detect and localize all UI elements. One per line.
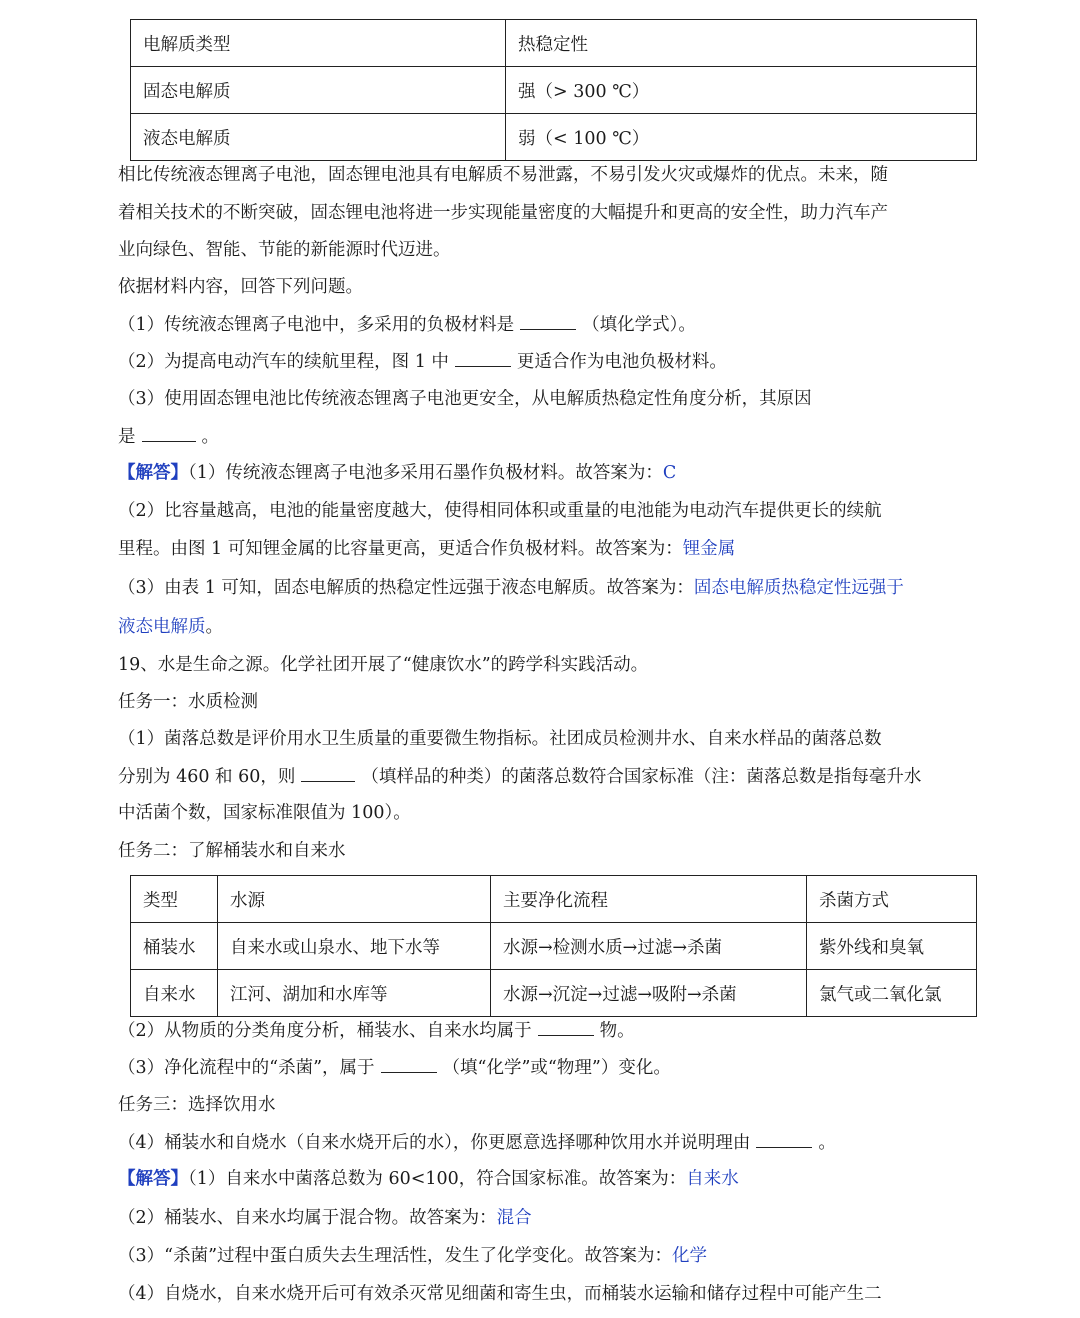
table-row [131,67,977,114]
task-heading: 任务三：选择饮用水 [118,1095,276,1115]
question-18-3-line1: （3）使用固态锂电池比传统液态锂离子电池更安全，从电解质热稳定性角度分析，其原因 [118,389,812,409]
question-text: （填化学式）。 [582,315,696,335]
answer-value: 固态电解质热稳定性远强于 [693,578,904,598]
paragraph-line: 着相关技术的不断突破，固态锂电池将进一步实现能量密度的大幅提升和更高的安全性，助力汽车产 [118,203,888,223]
answer-text: 。 [205,617,223,637]
table-cell: 电解质类型 [131,20,506,67]
question-text: （填“化学”或“物理”）变化。 [442,1058,671,1078]
task-heading: 任务二：了解桶装水和自来水 [118,841,346,861]
table-row [131,923,977,970]
answer-blank [381,1055,437,1073]
question-text: 。 [201,427,219,447]
question-text: 。 [818,1133,836,1153]
table-cell: 水源→沉淀→过滤→吸附→杀菌 [491,970,807,1017]
answer-value: C [662,463,677,483]
answer-tag: 【解答】 [118,1169,188,1189]
question-text: 分别为 460 和 60，则 [118,767,296,787]
table-row [131,970,977,1017]
question-text: 物。 [599,1021,635,1041]
question-18-3-line2 [118,424,968,449]
table-cell: 紫外线和臭氧 [807,923,977,970]
table-row [131,20,977,67]
answer-value: 液态电解质 [118,617,206,637]
table-header-cell: 类型 [131,876,218,923]
question-text: （4）桶装水和自烧水（自来水烧开后的水），你更愿意选择哪种饮用水并说明理由 [118,1133,751,1153]
table-cell: 液态电解质 [131,114,506,161]
answer-value: 混合 [496,1208,532,1228]
answer-text: （2）桶装水、自来水均属于混合物。故答案为： [118,1208,497,1228]
answer-value: 化学 [672,1246,708,1266]
table-cell: 热稳定性 [506,20,977,67]
answer-18-1 [118,461,968,485]
question-19-title: 19、水是生命之源。化学社团开展了“健康饮水”的跨学科实践活动。 [118,655,649,675]
answer-value: 自来水 [686,1169,739,1189]
question-text: （3）净化流程中的“杀菌”，属于 [118,1058,375,1078]
answer-blank [520,312,576,330]
answer-text: 里程。由图 1 可知锂金属的比容量更高，更适合作负极材料。故答案为： [118,539,683,559]
question-19-2 [118,1018,968,1043]
task-heading: 任务一：水质检测 [118,692,258,712]
question-18-1 [118,312,968,337]
table-cell: 自来水或山泉水、地下水等 [218,923,491,970]
question-text: 是 [118,427,136,447]
question-19-1-line3: 中活菌个数，国家标准限值为 100）。 [118,803,411,823]
answer-blank [301,764,355,782]
table-cell: 强（> 300 ℃） [506,67,977,114]
answer-text: （3）“杀菌”过程中蛋白质失去生理活性，发生了化学变化。故答案为： [118,1246,673,1266]
table-cell: 自来水 [131,970,218,1017]
question-19-3 [118,1055,968,1080]
question-text: （1）传统液态锂离子电池中，多采用的负极材料是 [118,315,515,335]
question-text: 更适合作为电池负极材料。 [516,352,727,372]
answer-18-2-line1: （2）比容量越高，电池的能量密度越大，使得相同体积或重量的电池能为电动汽车提供更长的续航 [118,501,882,521]
answer-text: （3）由表 1 可知，固态电解质的热稳定性远强于液态电解质。故答案为： [118,578,694,598]
instruction-line: 依据材料内容，回答下列问题。 [118,277,363,297]
answer-18-3-line1 [118,576,968,600]
table-header-cell: 水源 [218,876,491,923]
question-text: （2）为提高电动汽车的续航里程，图 1 中 [118,352,449,372]
question-19-1-line1: （1）菌落总数是评价用水卫生质量的重要微生物指标。社团成员检测井水、自来水样品的菌落总数 [118,729,882,749]
table-cell: 固态电解质 [131,67,506,114]
table-cell: 弱（< 100 ℃） [506,114,977,161]
table-header-cell: 杀菌方式 [807,876,977,923]
table-cell: 江河、湖加和水库等 [218,970,491,1017]
answer-blank [538,1018,594,1036]
table-row [131,114,977,161]
question-19-1-line2 [118,764,968,789]
water-comparison-table [130,875,977,1017]
paragraph-line: 业向绿色、智能、节能的新能源时代迈进。 [118,240,451,260]
question-19-4 [118,1130,968,1155]
answer-19-2 [118,1206,968,1230]
answer-blank [756,1130,812,1148]
answer-19-4: （4）自烧水，自来水烧开后可有效杀灭常见细菌和寄生虫，而桶装水运输和储存过程中可能产生二 [118,1284,882,1304]
answer-text: （1）传统液态锂离子电池多采用石墨作负极材料。故答案为： [188,463,663,483]
question-text: （填样品的种类）的菌落总数符合国家标准（注：菌落总数是指每毫升水 [361,767,922,787]
electrolyte-stability-table [130,19,977,161]
table-cell: 氯气或二氧化氯 [807,970,977,1017]
answer-blank [142,424,196,442]
question-text: （2）从物质的分类角度分析，桶装水、自来水均属于 [118,1021,532,1041]
question-18-2 [118,349,968,374]
answer-19-1 [118,1167,968,1191]
answer-tag: 【解答】 [118,463,188,483]
answer-18-2-line2 [118,537,968,561]
answer-blank [455,349,511,367]
answer-value: 锂金属 [682,539,736,559]
answer-19-3 [118,1244,968,1268]
answer-text: （1）自来水中菌落总数为 60<100，符合国家标准。故答案为： [188,1169,687,1189]
table-header-cell: 主要净化流程 [491,876,807,923]
table-cell: 水源→检测水质→过滤→杀菌 [491,923,807,970]
paragraph-line: 相比传统液态锂离子电池，固态锂电池具有电解质不易泄露，不易引发火灾或爆炸的优点。未来，随 [118,165,888,185]
table-header-row [131,876,977,923]
table-cell: 桶装水 [131,923,218,970]
answer-18-3-line2 [118,615,968,639]
